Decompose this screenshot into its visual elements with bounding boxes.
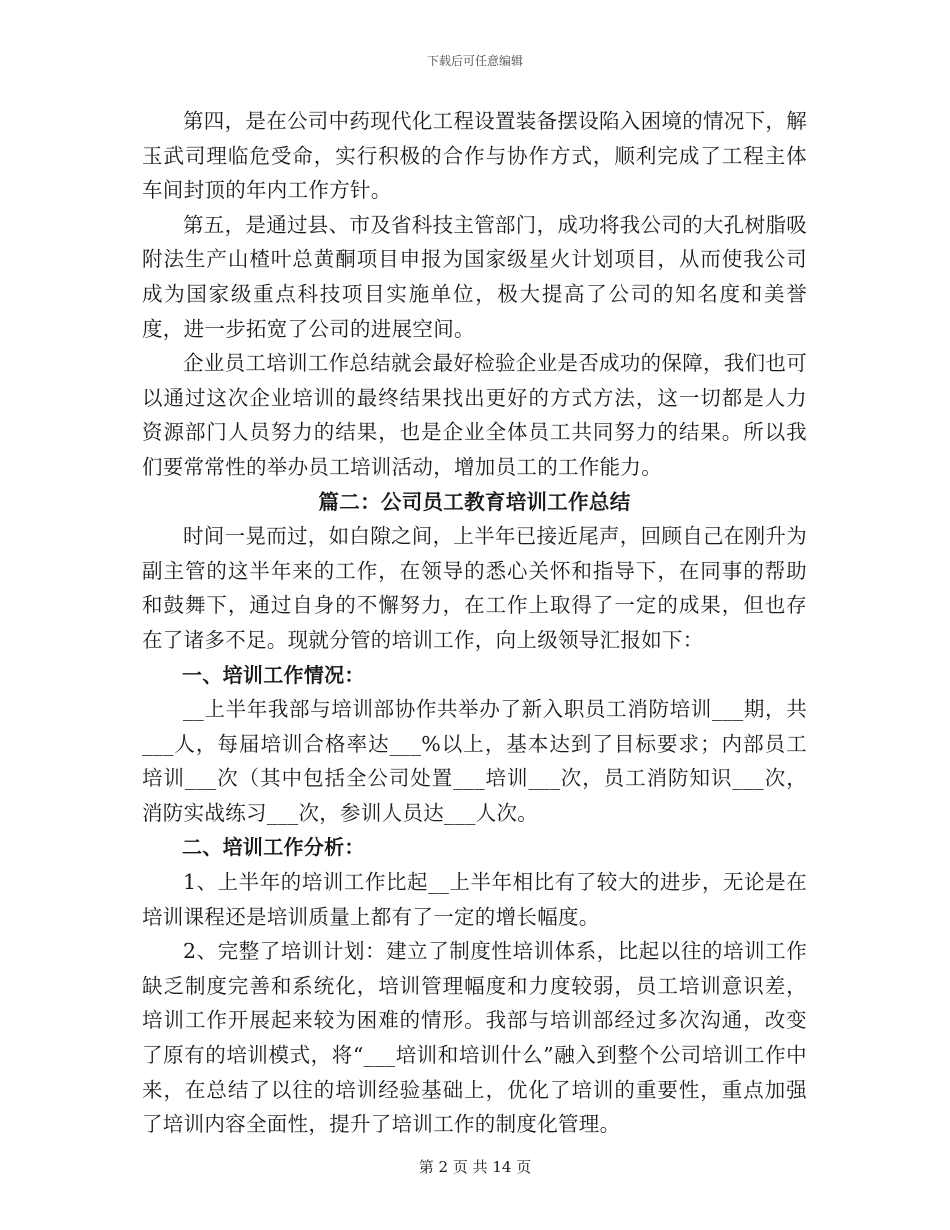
subheading-training-status: 一、培训工作情况： (182, 662, 365, 687)
page-header-note: 下载后可任意编辑 (426, 54, 523, 68)
paragraph-fourth-point: 第四，是在公司中药现代化工程设置装备摆设陷入困境的情况下，解玉武司理临危受命，实行积极的合作与协作方式，顺利完成了工程主体车间封顶的年内工作方针。 (142, 109, 807, 203)
subheading-training-analysis: 二、培训工作分析： (182, 835, 365, 860)
document-body (142, 104, 807, 1142)
paragraph-fifth-point: 第五，是通过县、市及省科技主管部门，成功将我公司的大孔树脂吸附法生产山楂叶总黄酮项目申报为国家级星火计划项目，从而使我公司成为国家级重点科技项目实施单位，极大提高了公司的知名度和美誉度，进一步拓宽了公司的进展空间。 (142, 212, 807, 341)
paragraph-training-summary: 企业员工培训工作总结就会最好检验企业是否成功的保障，我们也可以通过这次企业培训的最终结果找出更好的方式方法，这一切都是人力资源部门人员努力的结果，也是企业全体员工共同努力的结果。所以我们要常常性的举办员工培训活动，增加员工的工作能力。 (142, 351, 807, 479)
paragraph-training-status: __上半年我部与培训部协作共举办了新入职员工消防培训___期，共___人，每届培训合格率达___%以上，基本达到了目标要求；内部员工培训___次（其中包括全公司处置___培训___次，员工消防知识___次，消防实战练习___次，参训人员达___人次。 (142, 697, 807, 825)
section-title: 篇二：公司员工教育培训工作总结 (318, 489, 631, 514)
paragraph-analysis-1: 1、上半年的培训工作比起__上半年相比有了较大的进步，无论是在培训课程还是培训质量上都有了一定的增长幅度。 (142, 870, 807, 929)
paragraph-intro: 时间一晃而过，如白隙之间，上半年已接近尾声，回顾自己在刚升为副主管的这半年来的工作，在领导的悉心关怀和指导下，在同事的帮助和鼓舞下，通过自身的不懈努力，在工作上取得了一定的成果，但也存在了诸多不足。现就分管的培训工作，向上级领导汇报如下： (142, 524, 807, 652)
page-number: 第 2 页 共 14 页 (418, 1158, 532, 1176)
paragraph-analysis-2: 2、完整了培训计划：建立了制度性培训体系，比起以往的培训工作缺乏制度完善和系统化，培训管理幅度和力度较弱，员工培训意识差，培训工作开展起来较为困难的情形。我部与培训部经过多次沟通，改变了原有的培训模式，将“___培训和培训什么”融入到整个公司培训工作中来，在总结了以往的培训经验基础上，优化了培训的重要性，重点加强了培训内容全面性，提升了培训工作的制度化管理。 (142, 939, 807, 1137)
